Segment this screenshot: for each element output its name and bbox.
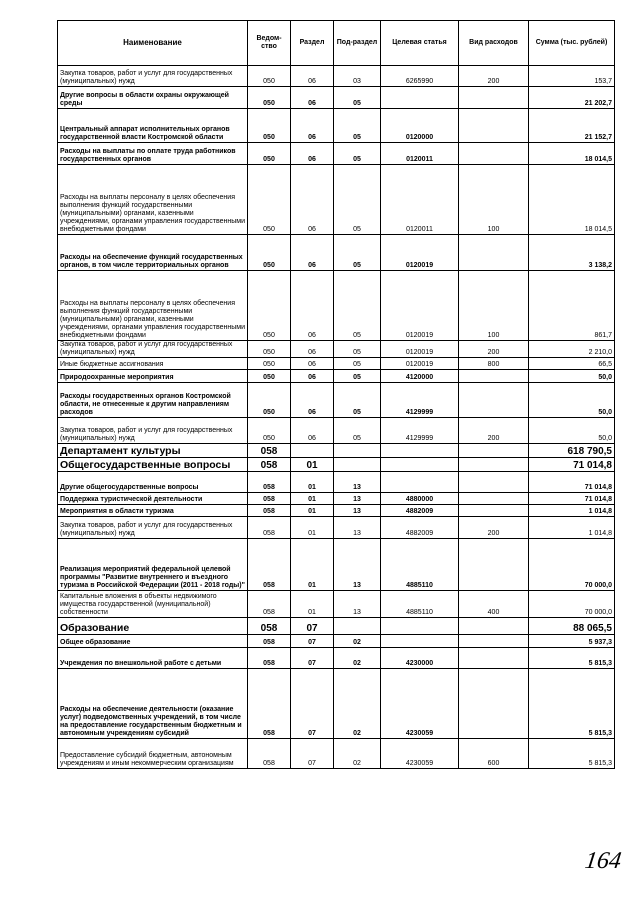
row-cs: 0120019: [381, 235, 459, 271]
row-razdel: 07: [291, 739, 334, 769]
row-ved: 050: [248, 165, 291, 235]
row-sum: 153,7: [529, 66, 615, 87]
row-razdel: 06: [291, 143, 334, 165]
row-podrazdel: 05: [334, 271, 381, 341]
row-name: Центральный аппарат исполнительных органов государственной власти Костромской области: [58, 109, 248, 143]
row-cs: 4880000: [381, 493, 459, 505]
table-row: [58, 341, 615, 358]
header-sum: Сумма (тыс. рублей): [529, 21, 615, 66]
row-cs: 4230000: [381, 648, 459, 669]
row-cs: [381, 618, 459, 635]
row-razdel: 06: [291, 165, 334, 235]
row-razdel: 01: [291, 458, 334, 472]
row-razdel: 06: [291, 235, 334, 271]
row-vr: [459, 618, 529, 635]
row-podrazdel: 05: [334, 165, 381, 235]
row-razdel: 06: [291, 66, 334, 87]
row-podrazdel: 05: [334, 235, 381, 271]
row-cs: 4129999: [381, 383, 459, 418]
row-name: Общее образование: [58, 635, 248, 648]
row-ved: 058: [248, 739, 291, 769]
row-cs: 4230059: [381, 669, 459, 739]
row-vr: [459, 458, 529, 472]
row-sum: 71 014,8: [529, 458, 615, 472]
row-razdel: 01: [291, 472, 334, 493]
row-ved: 050: [248, 271, 291, 341]
row-sum: 18 014,5: [529, 143, 615, 165]
table-row: [58, 539, 615, 591]
row-ved: 058: [248, 669, 291, 739]
table-row: [58, 235, 615, 271]
row-name: Капитальные вложения в объекты недвижимого имущества государственной (муниципальной) собственности: [58, 591, 248, 618]
row-sum: 21 202,7: [529, 87, 615, 109]
row-name: Другие вопросы в области охраны окружающей среды: [58, 87, 248, 109]
header-cs: Целевая статья: [381, 21, 459, 66]
row-name: Мероприятия в области туризма: [58, 505, 248, 517]
row-cs: [381, 444, 459, 458]
row-ved: 058: [248, 458, 291, 472]
row-razdel: 07: [291, 618, 334, 635]
row-ved: 050: [248, 87, 291, 109]
row-razdel: 07: [291, 648, 334, 669]
row-razdel: 07: [291, 635, 334, 648]
table-row: [58, 517, 615, 539]
row-cs: 4882009: [381, 505, 459, 517]
row-name: Поддержка туристической деятельности: [58, 493, 248, 505]
row-razdel: 06: [291, 383, 334, 418]
budget-table: [57, 20, 615, 769]
row-name: Реализация мероприятий федеральной целевой программы "Развитие внутреннего и въездного туризма в Российской Федерации (2011 - 2018 годы)": [58, 539, 248, 591]
row-ved: 050: [248, 66, 291, 87]
row-sum: 50,0: [529, 383, 615, 418]
table-row: [58, 635, 615, 648]
row-ved: 058: [248, 635, 291, 648]
row-ved: 058: [248, 591, 291, 618]
row-vr: 400: [459, 591, 529, 618]
row-cs: 4885110: [381, 539, 459, 591]
row-cs: 0120000: [381, 109, 459, 143]
table-row: [58, 458, 615, 472]
row-cs: 4120000: [381, 370, 459, 383]
row-ved: 050: [248, 109, 291, 143]
row-vr: 100: [459, 271, 529, 341]
table-row: [58, 383, 615, 418]
header-name: Наименование: [58, 21, 248, 66]
table-row: [58, 418, 615, 444]
table-row: [58, 444, 615, 458]
row-cs: 0120019: [381, 358, 459, 370]
row-name: Закупка товаров, работ и услуг для государственных (муниципальных) нужд: [58, 517, 248, 539]
row-name: Расходы на обеспечение функций государственных органов, в том числе территориальных органов: [58, 235, 248, 271]
row-podrazdel: [334, 444, 381, 458]
table-row: [58, 472, 615, 493]
row-podrazdel: [334, 618, 381, 635]
row-sum: 5 815,3: [529, 648, 615, 669]
row-razdel: 01: [291, 505, 334, 517]
row-razdel: 07: [291, 669, 334, 739]
table-row: [58, 739, 615, 769]
table-row: [58, 493, 615, 505]
row-cs: 4129999: [381, 418, 459, 444]
row-podrazdel: 13: [334, 517, 381, 539]
row-ved: 058: [248, 618, 291, 635]
row-podrazdel: 02: [334, 635, 381, 648]
row-cs: 4882009: [381, 517, 459, 539]
row-podrazdel: 05: [334, 383, 381, 418]
row-sum: 66,5: [529, 358, 615, 370]
table-row: [58, 271, 615, 341]
row-sum: 21 152,7: [529, 109, 615, 143]
row-cs: 0120011: [381, 143, 459, 165]
row-sum: 18 014,5: [529, 165, 615, 235]
table-row: [58, 109, 615, 143]
row-cs: [381, 472, 459, 493]
row-vr: [459, 370, 529, 383]
row-sum: 71 014,8: [529, 472, 615, 493]
row-vr: 600: [459, 739, 529, 769]
table-header: [58, 21, 615, 66]
row-name: Другие общегосударственные вопросы: [58, 472, 248, 493]
row-vr: [459, 235, 529, 271]
row-podrazdel: 13: [334, 505, 381, 517]
row-podrazdel: 05: [334, 341, 381, 358]
row-name: Департамент культуры: [58, 444, 248, 458]
row-podrazdel: 05: [334, 418, 381, 444]
row-vr: 200: [459, 517, 529, 539]
row-name: Расходы на обеспечение деятельности (оказание услуг) подведомственных учреждений, в том числе на предоставление государственным бюджетным и автономным учреждениям субсидий: [58, 669, 248, 739]
row-razdel: 06: [291, 87, 334, 109]
header-vr: Вид расходов: [459, 21, 529, 66]
row-vr: [459, 539, 529, 591]
row-name: Расходы государственных органов Костромской области, не отнесенные к другим направлениям расходов: [58, 383, 248, 418]
header-razdel: Раздел: [291, 21, 334, 66]
row-cs: 4230059: [381, 739, 459, 769]
row-razdel: 06: [291, 358, 334, 370]
row-vr: [459, 472, 529, 493]
row-ved: 050: [248, 370, 291, 383]
table-row: [58, 648, 615, 669]
row-ved: 050: [248, 358, 291, 370]
row-cs: 6265990: [381, 66, 459, 87]
row-cs: [381, 635, 459, 648]
row-ved: 050: [248, 143, 291, 165]
row-razdel: 01: [291, 539, 334, 591]
page-number: 164: [583, 848, 623, 874]
row-name: Природоохранные мероприятия: [58, 370, 248, 383]
row-sum: 5 937,3: [529, 635, 615, 648]
row-sum: 861,7: [529, 271, 615, 341]
row-cs: 0120019: [381, 341, 459, 358]
row-razdel: 06: [291, 271, 334, 341]
row-sum: 70 000,0: [529, 591, 615, 618]
row-vr: [459, 143, 529, 165]
row-vr: [459, 505, 529, 517]
row-ved: 050: [248, 418, 291, 444]
row-ved: 058: [248, 539, 291, 591]
row-podrazdel: 13: [334, 591, 381, 618]
row-vr: 200: [459, 418, 529, 444]
row-sum: 70 000,0: [529, 539, 615, 591]
row-name: Закупка товаров, работ и услуг для государственных (муниципальных) нужд: [58, 341, 248, 358]
row-sum: 3 138,2: [529, 235, 615, 271]
table-row: [58, 87, 615, 109]
row-podrazdel: 05: [334, 87, 381, 109]
row-ved: 058: [248, 493, 291, 505]
row-vr: [459, 109, 529, 143]
row-sum: 5 815,3: [529, 739, 615, 769]
table-row: [58, 591, 615, 618]
row-sum: 50,0: [529, 370, 615, 383]
row-name: Иные бюджетные ассигнования: [58, 358, 248, 370]
row-vr: 200: [459, 66, 529, 87]
row-name: Учреждения по внешкольной работе с детьми: [58, 648, 248, 669]
row-podrazdel: 05: [334, 143, 381, 165]
header-podrazdel: Под-раздел: [334, 21, 381, 66]
row-vr: 200: [459, 341, 529, 358]
row-name: Расходы на выплаты по оплате труда работников государственных органов: [58, 143, 248, 165]
row-name: Общегосударственные вопросы: [58, 458, 248, 472]
row-podrazdel: 03: [334, 66, 381, 87]
row-vr: 100: [459, 165, 529, 235]
row-razdel: 01: [291, 591, 334, 618]
row-ved: 058: [248, 444, 291, 458]
row-name: Расходы на выплаты персоналу в целях обеспечения выполнения функций государственными (муниципальными) органами, казенными учреждениями, органами управления государственными внебюджетными фондами: [58, 165, 248, 235]
row-vr: [459, 635, 529, 648]
row-name: Образование: [58, 618, 248, 635]
row-podrazdel: 05: [334, 370, 381, 383]
row-sum: 50,0: [529, 418, 615, 444]
row-vr: [459, 669, 529, 739]
table-row: [58, 505, 615, 517]
row-razdel: 06: [291, 418, 334, 444]
row-ved: 050: [248, 341, 291, 358]
row-razdel: 06: [291, 370, 334, 383]
row-vr: [459, 493, 529, 505]
row-vr: 800: [459, 358, 529, 370]
row-ved: 058: [248, 505, 291, 517]
row-vr: [459, 444, 529, 458]
row-cs: 0120011: [381, 165, 459, 235]
row-sum: 1 014,8: [529, 517, 615, 539]
row-sum: 5 815,3: [529, 669, 615, 739]
row-podrazdel: 13: [334, 539, 381, 591]
row-podrazdel: [334, 458, 381, 472]
table-row: [58, 143, 615, 165]
table-row: [58, 66, 615, 87]
table-row: [58, 370, 615, 383]
row-name: Предоставление субсидий бюджетным, автономным учреждениям и иным некоммерческим организациям: [58, 739, 248, 769]
row-sum: 71 014,8: [529, 493, 615, 505]
row-podrazdel: 02: [334, 739, 381, 769]
row-sum: 1 014,8: [529, 505, 615, 517]
row-razdel: 01: [291, 493, 334, 505]
row-name: Закупка товаров, работ и услуг для государственных (муниципальных) нужд: [58, 66, 248, 87]
table-row: [58, 165, 615, 235]
header-ved: Ведом-ство: [248, 21, 291, 66]
row-ved: 058: [248, 648, 291, 669]
row-cs: [381, 87, 459, 109]
row-ved: 050: [248, 383, 291, 418]
row-vr: [459, 383, 529, 418]
row-vr: [459, 87, 529, 109]
row-name: Расходы на выплаты персоналу в целях обеспечения выполнения функций государственными (муниципальными) органами, казенными учреждениями, органами управления государственными внебюджетными фондами: [58, 271, 248, 341]
row-razdel: 06: [291, 109, 334, 143]
row-podrazdel: 05: [334, 109, 381, 143]
row-podrazdel: 13: [334, 472, 381, 493]
row-podrazdel: 02: [334, 669, 381, 739]
table-row: [58, 669, 615, 739]
row-razdel: 06: [291, 341, 334, 358]
table-row: [58, 358, 615, 370]
row-cs: 0120019: [381, 271, 459, 341]
table-row: [58, 618, 615, 635]
row-podrazdel: 02: [334, 648, 381, 669]
row-ved: 058: [248, 472, 291, 493]
row-ved: 058: [248, 517, 291, 539]
row-razdel: 01: [291, 517, 334, 539]
row-sum: 618 790,5: [529, 444, 615, 458]
row-cs: [381, 458, 459, 472]
row-cs: 4885110: [381, 591, 459, 618]
row-sum: 2 210,0: [529, 341, 615, 358]
row-sum: 88 065,5: [529, 618, 615, 635]
row-ved: 050: [248, 235, 291, 271]
row-podrazdel: 05: [334, 358, 381, 370]
row-podrazdel: 13: [334, 493, 381, 505]
row-razdel: [291, 444, 334, 458]
row-name: Закупка товаров, работ и услуг для государственных (муниципальных) нужд: [58, 418, 248, 444]
row-vr: [459, 648, 529, 669]
